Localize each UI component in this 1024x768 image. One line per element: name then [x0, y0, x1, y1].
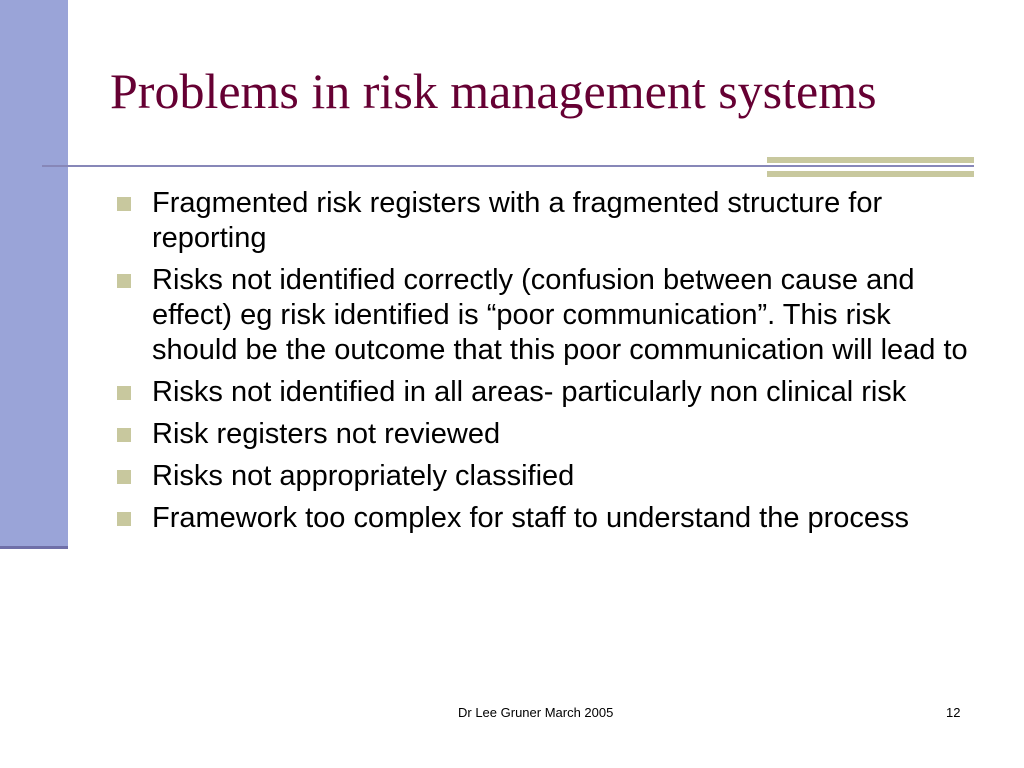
bullet-text: Risks not identified correctly (confusion between cause and effect) eg risk identified is “poor communication”. This risk should be the outcome that this poor communication will lead to	[152, 264, 968, 366]
square-bullet-icon	[117, 386, 131, 400]
square-bullet-icon	[117, 470, 131, 484]
bullet-list	[114, 186, 974, 543]
bullet-item	[114, 263, 974, 368]
bullet-item	[114, 375, 974, 410]
bullet-text: Risks not appropriately classified	[152, 460, 575, 492]
square-bullet-icon	[117, 274, 131, 288]
left-decorative-bar	[0, 0, 68, 549]
divider-accent-upper	[767, 157, 974, 163]
page-number: 12	[946, 705, 961, 720]
bullet-item	[114, 459, 974, 494]
bullet-text: Fragmented risk registers with a fragmented structure for reporting	[152, 187, 883, 254]
slide-footer: Dr Lee Gruner March 2005	[458, 705, 614, 720]
square-bullet-icon	[117, 428, 131, 442]
slide-title: Problems in risk management systems	[110, 63, 877, 119]
square-bullet-icon	[117, 512, 131, 526]
bullet-item	[114, 186, 974, 256]
bullet-text: Risks not identified in all areas- particularly non clinical risk	[152, 376, 907, 408]
divider-accent-lower	[767, 171, 974, 177]
square-bullet-icon	[117, 197, 131, 211]
bullet-item	[114, 417, 974, 452]
bullet-text: Risk registers not reviewed	[152, 418, 501, 450]
bullet-item	[114, 501, 974, 536]
bullet-text: Framework too complex for staff to understand the process	[152, 502, 910, 534]
title-divider-line	[42, 165, 974, 167]
